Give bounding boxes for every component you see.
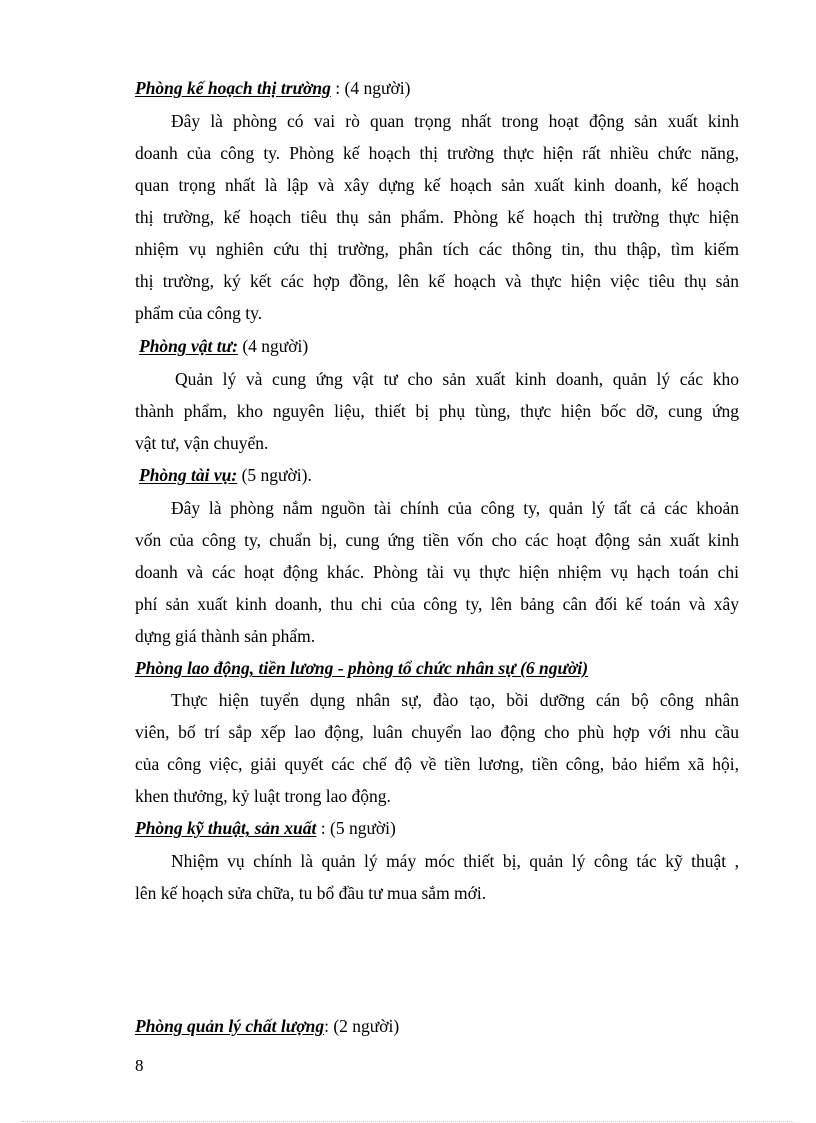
paragraph-line: Nhiệm vụ chính là quản lý máy móc thiết bị, quản lý công tác kỹ thuật ,	[171, 851, 739, 871]
paragraph-line: Đây là phòng nắm nguồn tài chính của công ty, quản lý tất cả các khoản	[171, 498, 739, 518]
paragraph-line: Thực hiện tuyển dụng nhân sự, đào tạo, bồi dưỡng cán bộ công nhân	[171, 690, 739, 710]
section-heading: Phòng vật tư:	[139, 336, 238, 356]
paragraph-line: viên, bố trí sắp xếp lao động, luân chuyển lao động cho phù hợp với nhu cầu	[135, 722, 739, 742]
paragraph-line: doanh của công ty. Phòng kế hoạch thị trường thực hiện rất nhiều chức năng,	[135, 143, 739, 163]
section-heading: Phòng tài vụ:	[139, 465, 238, 485]
section-staff-count: : (5 người)	[316, 818, 396, 838]
section-heading-line	[135, 658, 588, 678]
section-staff-count: (4 người)	[237, 336, 309, 356]
page-number: 8	[135, 1056, 144, 1075]
paragraph-line: thành phẩm, kho nguyên liệu, thiết bị phụ tùng, thực hiện bốc dỡ, cung ứng	[135, 401, 739, 421]
paragraph-line: thị trường, ký kết các hợp đồng, lên kế hoạch và thực hiện việc tiêu thụ sản	[135, 271, 739, 291]
section-heading-line	[135, 818, 396, 838]
paragraph-line: nhiệm vụ nghiên cứu thị trường, phân tích các thông tin, thu thập, tìm kiếm	[135, 239, 739, 259]
paragraph-line: doanh và các hoạt động khác. Phòng tài vụ thực hiện nhiệm vụ hạch toán chi	[135, 562, 739, 582]
paragraph-line: phẩm của công ty.	[135, 303, 263, 323]
section-staff-count: : (2 người)	[324, 1016, 400, 1036]
section-heading-line	[135, 1016, 399, 1036]
paragraph-line: Đây là phòng có vai rò quan trọng nhất trong hoạt động sản xuất kinh	[171, 111, 739, 131]
section-heading-line	[139, 336, 308, 356]
section-heading-line	[135, 78, 410, 98]
section-heading: Phòng quản lý chất lượng	[135, 1016, 325, 1036]
section-heading: Phòng kế hoạch thị trường	[135, 78, 331, 98]
section-staff-count: : (4 người)	[330, 78, 411, 98]
section-heading: Phòng kỹ thuật, sản xuất	[135, 818, 317, 838]
paragraph-line: thị trường, kế hoạch tiêu thụ sản phẩm. Phòng kế hoạch thị trường thực hiện	[135, 207, 739, 227]
paragraph-line: dựng giá thành sản phẩm.	[135, 626, 316, 646]
section-staff-count: (5 người).	[237, 465, 312, 485]
paragraph-line: khen thưởng, kỷ luật trong lao động.	[135, 786, 391, 806]
paragraph-line: của công việc, giải quyết các chế độ về tiền lương, tiền công, bảo hiểm xã hội,	[135, 754, 739, 774]
paragraph-line: vốn của công ty, chuẩn bị, cung ứng tiền vốn cho các hoạt động sản xuất kinh	[135, 530, 739, 550]
paragraph-line: vật tư, vận chuyển.	[135, 433, 269, 453]
page-bottom-divider	[22, 1121, 794, 1122]
paragraph-line: quan trọng nhất là lập và xây dựng kế hoạch sản xuất kinh doanh, kế hoạch	[135, 175, 739, 195]
paragraph-line: lên kế hoạch sửa chữa, tu bổ đầu tư mua sắm mới.	[135, 883, 487, 903]
paragraph-line: Quản lý và cung ứng vật tư cho sản xuất kinh doanh, quản lý các kho	[175, 369, 739, 389]
section-heading-line	[139, 465, 312, 485]
paragraph-line: phí sản xuất kinh doanh, thu chi của công ty, lên bảng cân đối kế toán và xây	[135, 594, 739, 614]
section-heading: Phòng lao động, tiền lương - phòng tổ chức nhân sự (6 người)	[135, 658, 589, 678]
